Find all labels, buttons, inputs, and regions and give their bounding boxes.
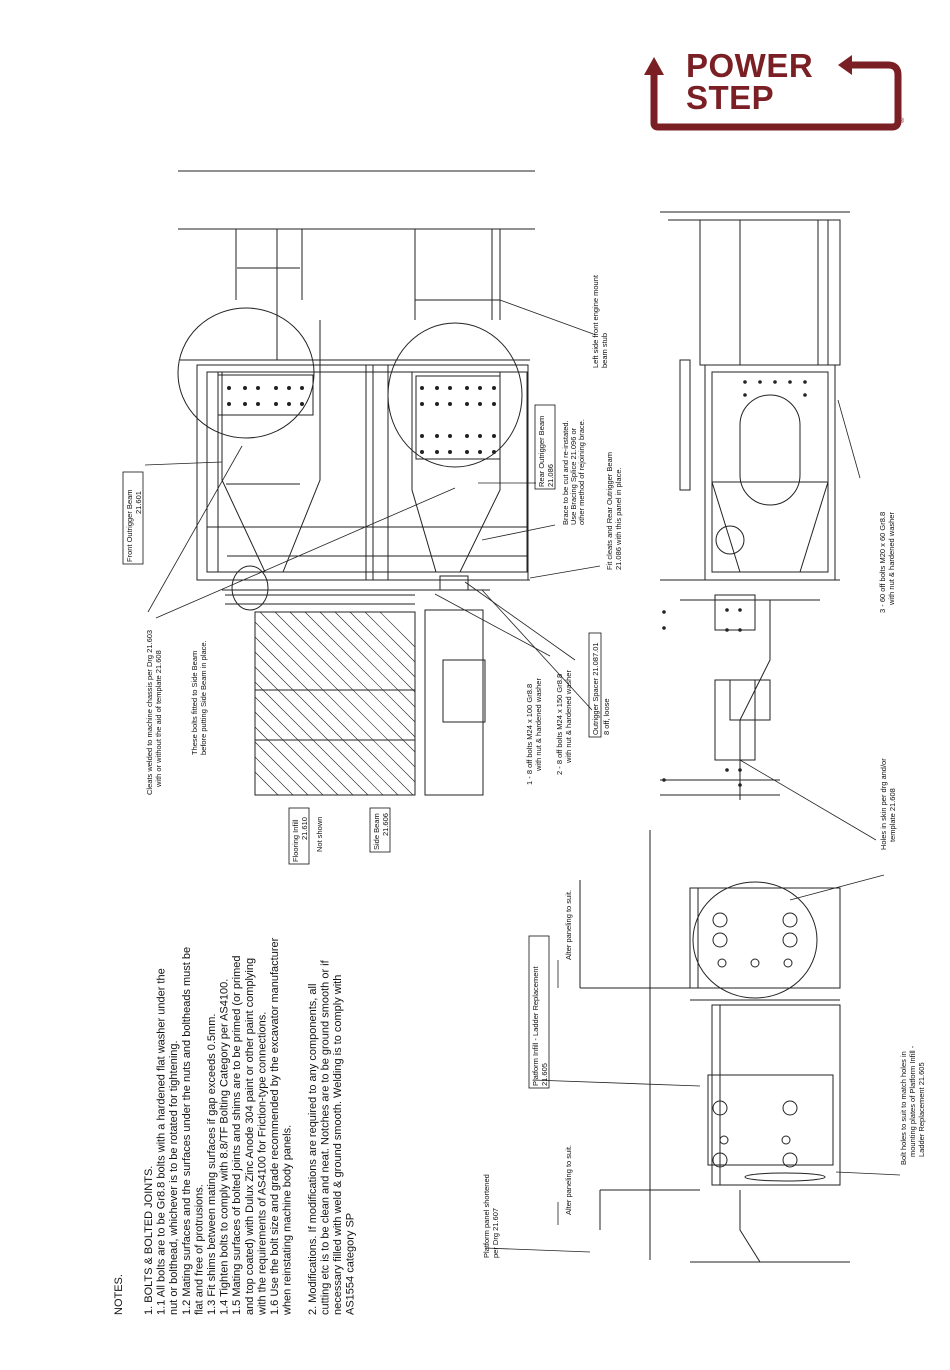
- svg-text:before putting Side Beam in pl: before putting Side Beam in place.: [199, 640, 208, 755]
- svg-text:with nut & hardened washer: with nut & hardened washer: [534, 678, 543, 771]
- svg-text:Platform Infill - Ladder Repla: Platform Infill - Ladder Replacement: [531, 966, 540, 1086]
- svg-text:21.610: 21.610: [300, 817, 309, 840]
- svg-text:with or without the aid of tem: with or without the aid of template 21.608: [154, 650, 163, 787]
- label-bolts-m24-150: [555, 670, 573, 775]
- svg-text:other method of rejoining brac: other method of rejoining brace.: [577, 419, 586, 525]
- label-platform-infill: [529, 936, 549, 1088]
- svg-text:21.605: 21.605: [540, 1063, 549, 1086]
- svg-text:Cleats welded to machine chass: Cleats welded to machine chassis per Drg 21.603: [145, 629, 154, 795]
- notes-line: AS1554 category SP: [344, 1212, 357, 1315]
- label-side-beam: [370, 808, 390, 852]
- label-flooring-infill: [289, 808, 309, 864]
- svg-text:2 - 8 off bolts M24 x 150 Gr8.: 2 - 8 off bolts M24 x 150 Gr8.8: [555, 673, 564, 775]
- label-front-outrigger: [123, 472, 143, 564]
- notes-line: nut or bolthead, whichever is to be rotated for tightening.: [168, 1040, 181, 1315]
- outrigger-assembly-view: [178, 229, 530, 795]
- label-bolts-fitted: [190, 640, 208, 755]
- svg-text:template 21.608: template 21.608: [888, 788, 897, 842]
- label-alter-paneling-lower: [564, 1145, 573, 1215]
- svg-text:Left side front engine mount: Left side front engine mount: [591, 275, 600, 368]
- notes-line: 1.1 All bolts are to be Gr8.8 bolts with a hardened flat washer under the: [155, 968, 168, 1315]
- svg-text:21.606: 21.606: [381, 813, 390, 836]
- svg-text:21.601: 21.601: [134, 491, 143, 514]
- svg-text:These bolts fitted to Side Bea: These bolts fitted to Side Beam: [190, 650, 199, 755]
- svg-text:21.086: 21.086: [546, 464, 555, 487]
- svg-text:Brace to be cut and re-instate: Brace to be cut and re-instated.: [561, 420, 570, 525]
- svg-text:Ladder Replacement 21.605: Ladder Replacement 21.605: [917, 1062, 926, 1157]
- label-not-shown: [315, 817, 324, 852]
- svg-text:Platform panel shortened: Platform panel shortened: [482, 1174, 491, 1258]
- notes-line: 1.3 Fit shims between mating surfaces if gap exceeds 0.5mm.: [206, 1013, 218, 1315]
- notes-line: 1.5 Mating surfaces of bolted joints and shims are to be primed (or primed: [231, 955, 244, 1315]
- svg-text:Flooring Infill: Flooring Infill: [291, 819, 300, 862]
- notes-line: 2. Modifications. If modifications are required to any components, all: [306, 983, 319, 1315]
- label-platform-shortened: [482, 1174, 500, 1258]
- label-fit-cleats: [605, 452, 623, 570]
- svg-text:with nut & hardened washer: with nut & hardened washer: [887, 512, 896, 605]
- logo-line-step: STEP: [686, 79, 775, 116]
- notes-line: when reinstating machine body panels.: [281, 1124, 294, 1315]
- logo-registered-mark: ®: [899, 118, 905, 125]
- svg-text:Bolt holes to suit to match ho: Bolt holes to suit to match holes in: [899, 1051, 908, 1165]
- label-left-engine-mount: [591, 274, 609, 368]
- label-rear-outrigger: [535, 405, 555, 489]
- label-bolt-holes: [899, 1045, 926, 1165]
- label-holes-in-skin: [879, 758, 897, 850]
- notes-line: flat and free of protrusions.: [193, 1184, 206, 1315]
- svg-text:Not shown: Not shown: [315, 816, 324, 852]
- svg-text:Use Bracing Splice 21.096 or: Use Bracing Splice 21.096 or: [569, 427, 578, 525]
- svg-text:21.086 with this panel in plac: 21.086 with this panel in place.: [614, 467, 623, 570]
- svg-text:beam stub: beam stub: [600, 332, 609, 368]
- notes-line: and top coated) with Dulux Zinc Anode 304 paint or other paint complying: [243, 957, 256, 1315]
- notes-line: 1.6 Use the bolt size and grade recommended by the excavator manufacturer: [269, 937, 281, 1315]
- side-elevation-view: [660, 212, 850, 800]
- svg-text:Rear Outrigger Beam: Rear Outrigger Beam: [537, 415, 546, 487]
- notes-line: necessary filled with weld & ground smooth. Welding is to comply with: [332, 974, 344, 1315]
- notes-line: 1.4 Tighten bolts to comply with 8.8/TF Bolting Category per AS4100.: [218, 978, 231, 1315]
- svg-text:3 - 60 off bolts M20 x 60 Gr8.: 3 - 60 off bolts M20 x 60 Gr8.8: [878, 511, 887, 613]
- label-outrigger-spacer: [589, 633, 611, 737]
- svg-text:Fit cleats and Rear Outrigger: Fit cleats and Rear Outrigger Beam: [605, 452, 614, 570]
- svg-text:Alter paneling to suit.: Alter paneling to suit.: [564, 1144, 573, 1215]
- label-brace-note: [561, 419, 586, 525]
- label-bolts-m20: [878, 512, 896, 613]
- svg-text:Front Outrigger Beam: Front Outrigger Beam: [125, 489, 134, 562]
- label-cleats-welded: [145, 630, 163, 795]
- svg-text:with nut & hardened washer: with nut & hardened washer: [564, 670, 573, 763]
- notes-lines: [143, 937, 357, 1316]
- notes-line: with the requirements of AS4100 for Friction-type connections.: [256, 1011, 269, 1315]
- notes-line: cutting etc is to be clean and neat. Notches are to be ground smooth or if: [319, 960, 332, 1315]
- svg-text:mounting plates of Platform In: mounting plates of Platform Infill -: [908, 1045, 917, 1157]
- svg-text:per Drg 21.607: per Drg 21.607: [491, 1207, 500, 1258]
- label-bolts-m24-100: [525, 678, 543, 785]
- svg-text:Outrigger Spacer 21.087.01: Outrigger Spacer 21.087.01: [591, 642, 600, 735]
- svg-text:Side Beam: Side Beam: [372, 813, 381, 850]
- svg-text:8 off, loose: 8 off, loose: [602, 698, 611, 735]
- notes-line: 1.2 Mating surfaces and the surfaces under the nuts and boltheads must be: [180, 946, 193, 1315]
- svg-text:Alter paneling to suit.: Alter paneling to suit.: [564, 889, 573, 960]
- svg-text:Holes in skin per drg and/or: Holes in skin per drg and/or: [879, 758, 888, 850]
- notes-heading: NOTES.: [113, 1274, 125, 1315]
- svg-text:1 - 8 off bolts M24 x 100 Gr8.: 1 - 8 off bolts M24 x 100 Gr8.8: [525, 683, 534, 785]
- logo-line-power: POWER: [686, 47, 814, 84]
- notes-line: 1. BOLTS & BOLTED JOINTS.: [143, 1165, 155, 1315]
- notes-block: [113, 937, 357, 1316]
- label-alter-paneling-upper: [564, 890, 573, 960]
